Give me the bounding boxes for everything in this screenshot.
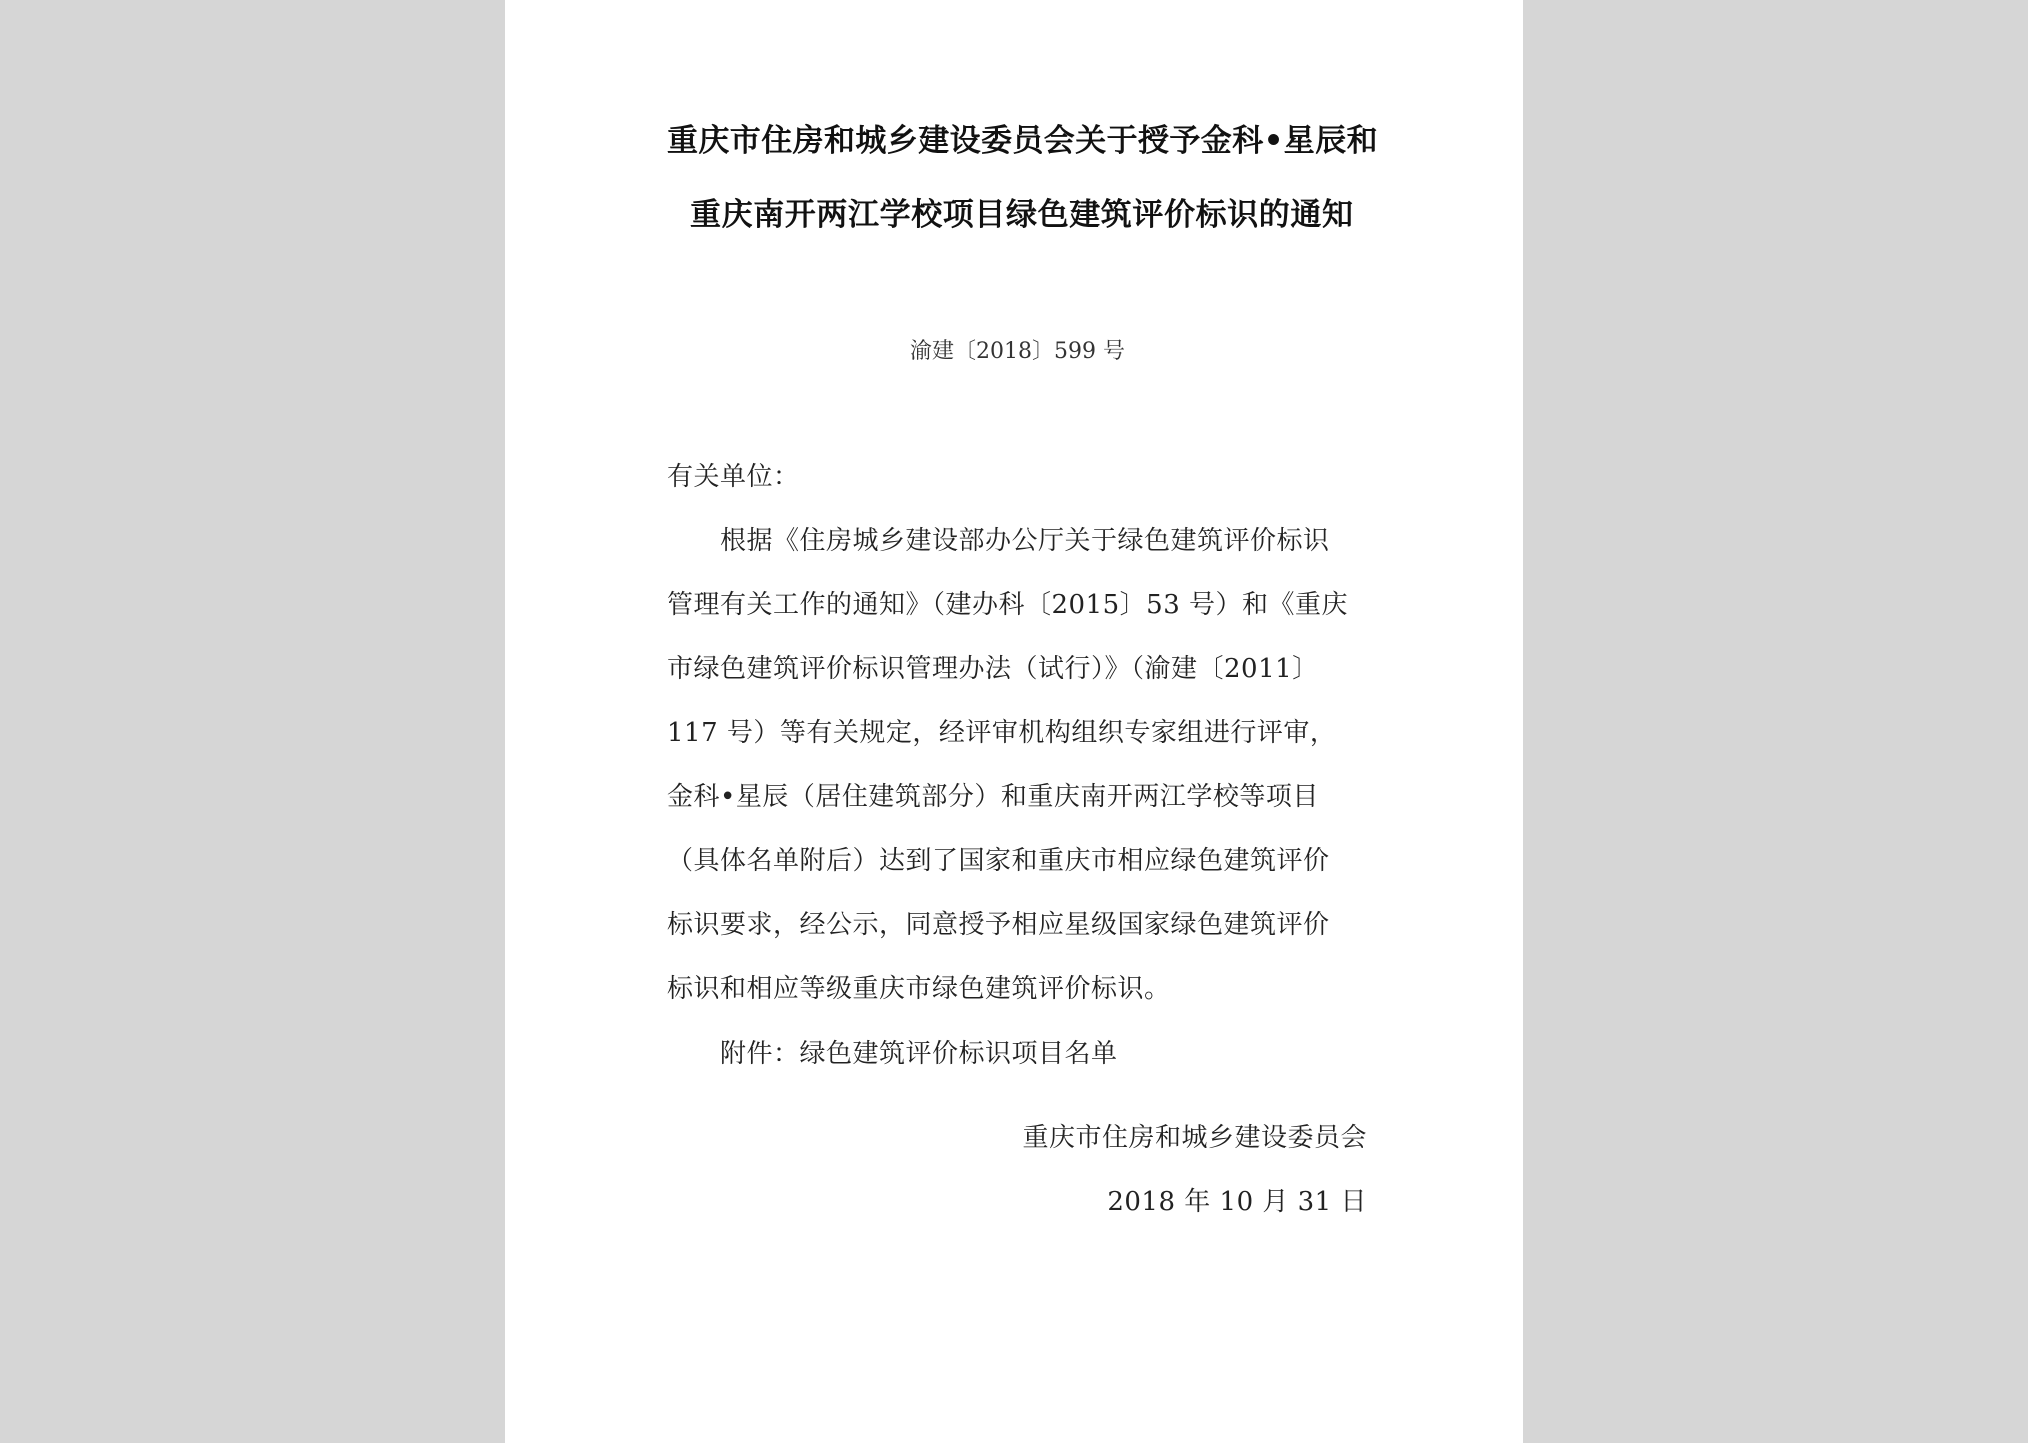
body-line: 标识要求，经公示，同意授予相应星级国家绿色建筑评价 [667,910,1330,940]
salutation: 有关单位： [667,462,800,492]
body-line: 金科•星辰（居住建筑部分）和重庆南开两江学校等项目 [667,782,1319,812]
document-title-line-2: 重庆南开两江学校项目绿色建筑评价标识的通知 [690,197,1354,233]
body-line: 117 号）等有关规定，经评审机构组织专家组进行评审， [667,718,1337,748]
document-title-line-1: 重庆市住房和城乡建设委员会关于授予金科•星辰和 [667,123,1379,159]
body-line: 市绿色建筑评价标识管理办法（试行）》（渝建〔2011〕 [667,654,1319,684]
document-page [505,0,1523,1443]
issue-date: 2018 年 10 月 31 日 [1107,1187,1367,1217]
body-line: 管理有关工作的通知》（建办科〔2015〕53 号）和《重庆 [667,590,1349,620]
body-line: 根据《住房城乡建设部办公厅关于绿色建筑评价标识 [720,526,1330,556]
attachment-note: 附件：绿色建筑评价标识项目名单 [720,1039,1118,1069]
body-line: 标识和相应等级重庆市绿色建筑评价标识。 [667,974,1171,1004]
body-line: （具体名单附后）达到了国家和重庆市相应绿色建筑评价 [667,846,1330,876]
document-number: 渝建〔2018〕599 号 [910,339,1125,364]
signatory: 重庆市住房和城乡建设委员会 [1022,1123,1367,1153]
